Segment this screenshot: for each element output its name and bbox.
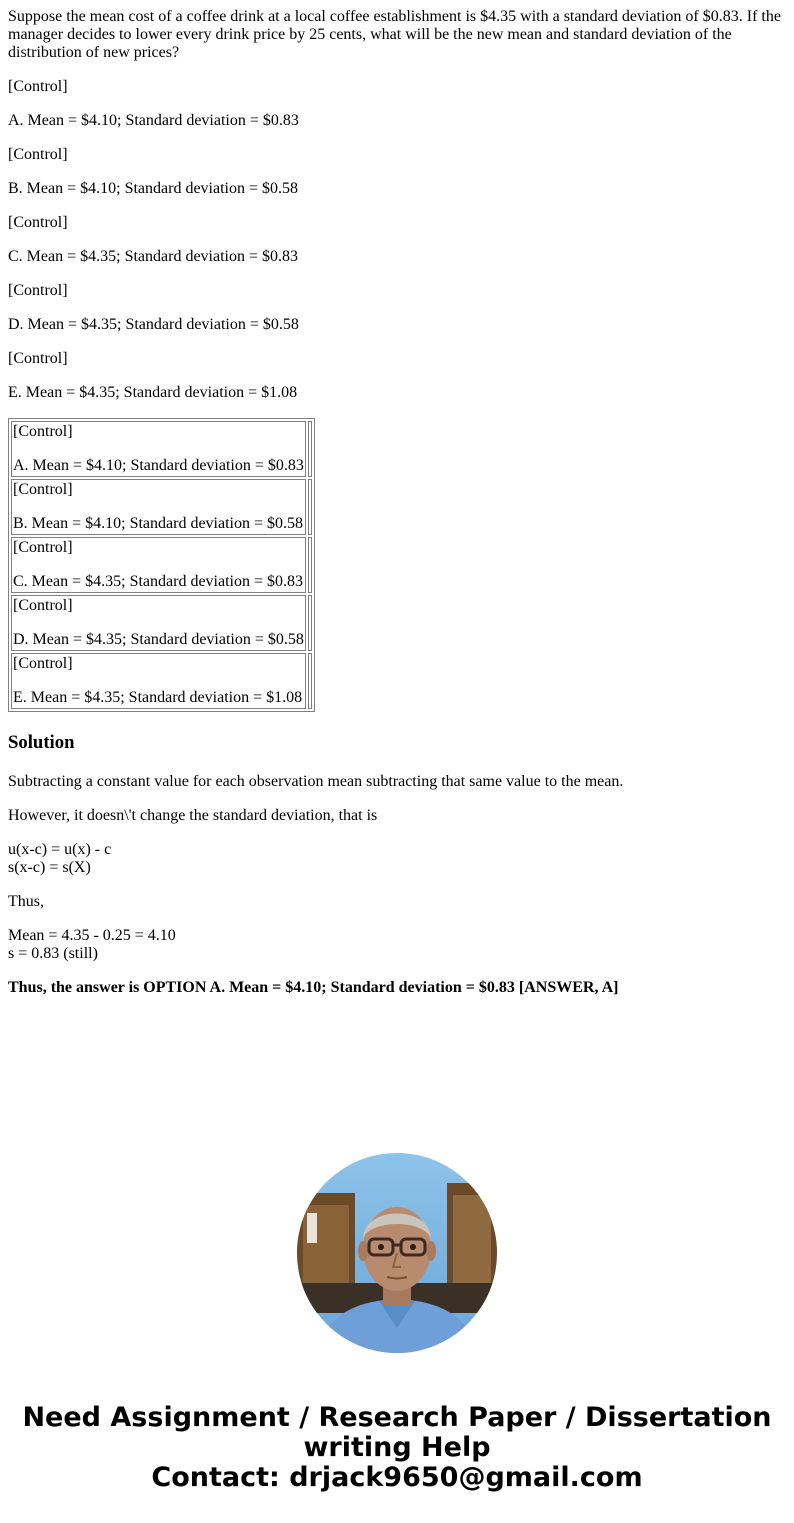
option-d: D. Mean = $4.35; Standard deviation = $0.58: [13, 631, 304, 648]
option-cell: [11, 479, 306, 535]
option-cell: [11, 537, 306, 593]
formula-block: [8, 841, 786, 877]
calc-mean: Mean = 4.35 - 0.25 = 4.10: [8, 927, 176, 944]
empty-cell: [308, 421, 312, 477]
promo-banner: [0, 1403, 794, 1493]
promo-contact: Contact: drjack9650@gmail.com: [151, 1462, 643, 1493]
table-row: [11, 421, 312, 477]
thus-text: Thus,: [8, 893, 44, 910]
option-c: C. Mean = $4.35; Standard deviation = $0.83: [8, 248, 299, 265]
empty-cell: [308, 537, 312, 593]
control-label: [Control]: [8, 350, 68, 367]
empty-cell: [308, 653, 312, 709]
promo-line-1: Need Assignment / Research Paper / Dissertation: [22, 1402, 772, 1433]
control-label: [Control]: [13, 655, 73, 672]
solution-heading: Solution: [8, 732, 75, 753]
option-cell: [11, 421, 306, 477]
option-e: E. Mean = $4.35; Standard deviation = $1.08: [13, 689, 303, 706]
person-photo-icon: [297, 1153, 497, 1353]
promo-line-2: writing Help: [303, 1432, 491, 1463]
control-label: [Control]: [13, 481, 73, 498]
option-e: E. Mean = $4.35; Standard deviation = $1.08: [8, 384, 298, 401]
options-table: [8, 418, 315, 712]
final-answer: Thus, the answer is OPTION A. Mean = $4.10; Standard deviation = $0.83 [ANSWER, A]: [8, 979, 619, 996]
solution-para-2: However, it doesn\'t change the standard deviation, that is: [8, 807, 378, 824]
avatar: [297, 1153, 497, 1353]
empty-cell: [308, 479, 312, 535]
control-label: [Control]: [8, 78, 68, 95]
document-body: [8, 8, 786, 1013]
control-label: [Control]: [13, 539, 73, 556]
control-label: [Control]: [8, 214, 68, 231]
table-row: [11, 653, 312, 709]
calc-block: [8, 927, 786, 963]
option-cell: [11, 595, 306, 651]
option-d: D. Mean = $4.35; Standard deviation = $0.58: [8, 316, 299, 333]
formula-sd: s(x-c) = s(X): [8, 859, 91, 876]
calc-sd: s = 0.83 (still): [8, 945, 98, 962]
option-a: A. Mean = $4.10; Standard deviation = $0.83: [8, 112, 299, 129]
option-a: A. Mean = $4.10; Standard deviation = $0.83: [13, 457, 304, 474]
option-c: C. Mean = $4.35; Standard deviation = $0.83: [13, 573, 304, 590]
control-label: [Control]: [8, 282, 68, 299]
formula-mean: u(x-c) = u(x) - c: [8, 841, 112, 858]
table-row: [11, 479, 312, 535]
option-b: B. Mean = $4.10; Standard deviation = $0.58: [13, 515, 304, 532]
empty-cell: [308, 595, 312, 651]
option-b: B. Mean = $4.10; Standard deviation = $0.58: [8, 180, 299, 197]
control-label: [Control]: [8, 146, 68, 163]
control-label: [Control]: [13, 423, 73, 440]
table-row: [11, 537, 312, 593]
option-cell: [11, 653, 306, 709]
control-label: [Control]: [13, 597, 73, 614]
question-text: Suppose the mean cost of a coffee drink at a local coffee establishment is $4.35 with a standard deviation of $0.83. If the manager decides to lower every drink price by 25 cents, what will be the new mean and standard deviation of the distribution of new prices?: [8, 8, 781, 61]
solution-para-1: Subtracting a constant value for each observation mean subtracting that same value to the mean.: [8, 773, 624, 790]
table-row: [11, 595, 312, 651]
